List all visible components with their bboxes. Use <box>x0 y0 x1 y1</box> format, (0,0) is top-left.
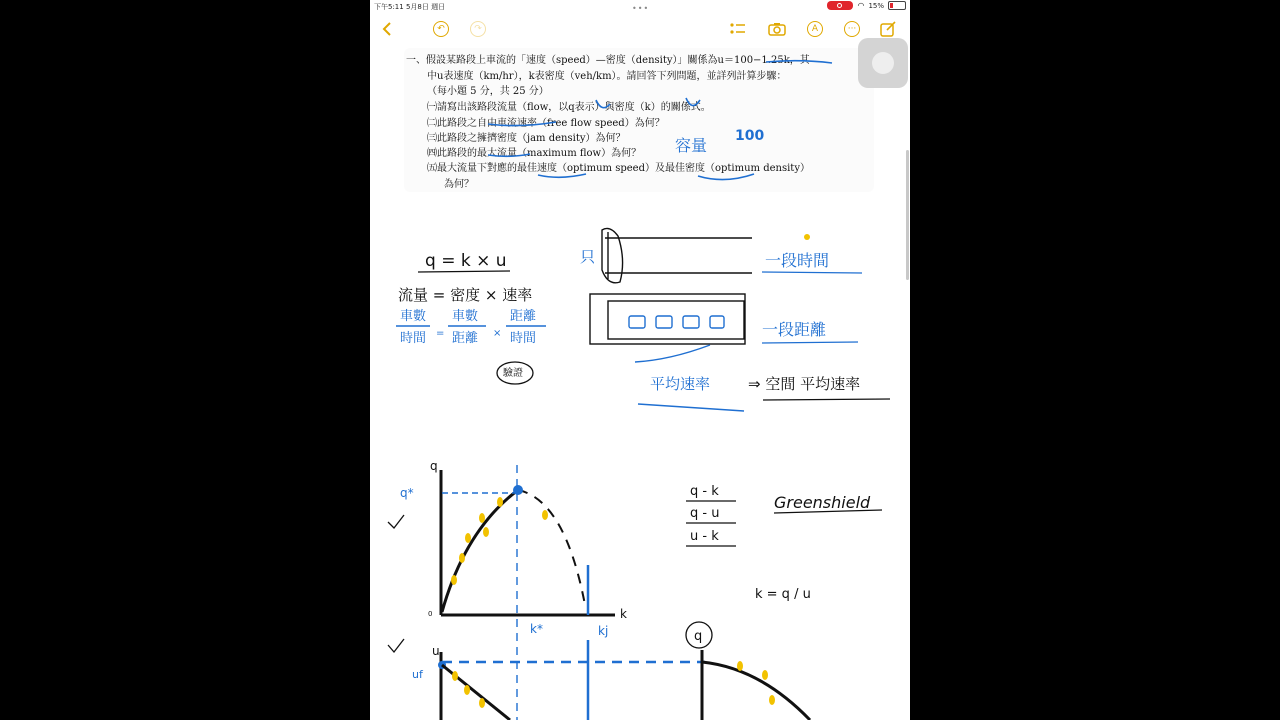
more-icon[interactable]: ··· <box>841 18 863 40</box>
note-one-period-distance: 一段距離 <box>762 320 827 339</box>
u-k-graph <box>388 639 705 720</box>
relation-u-k: u - k <box>690 529 719 544</box>
undo-icon[interactable]: ↶ <box>430 18 452 40</box>
question-sub-5b: 為何？ <box>444 179 474 190</box>
note-q-eq: q = k × u <box>425 251 507 271</box>
frac-mid-bottom: 距離 <box>452 331 479 346</box>
question-line-1: 一、假設某路段上車流的「速度（speed）—密度（density）」關係為u＝100−1.25k，其 <box>406 55 810 66</box>
multitask-dots-icon[interactable]: ••• <box>632 4 650 13</box>
notes-app-window <box>370 0 910 720</box>
handwritten-notes-canvas[interactable] <box>370 0 910 720</box>
status-time: 下午5:11 5月8日 週日 <box>374 3 446 11</box>
pen-markup-icon[interactable]: A <box>804 18 826 40</box>
redo-icon[interactable]: ↷ <box>467 18 489 40</box>
question-sub-5: ㈤最大流量下對應的最佳速度（optimum speed）及最佳密度（optimum density） <box>427 163 810 174</box>
q-star-label: q* <box>400 486 414 500</box>
battery-percent: 15% <box>868 1 884 10</box>
question-sub-2: ㈡此路段之自由車流速率（free flow speed）為何？ <box>427 118 665 129</box>
origin-label: 0 <box>428 610 433 618</box>
relation-q-u: q - u <box>690 506 720 521</box>
road-diagram <box>590 228 752 344</box>
note-capacity: 容量 <box>675 136 708 155</box>
question-line-3: （每小題 5 分，共 25 分） <box>427 86 549 97</box>
k-axis-label: k <box>620 607 627 621</box>
frac-left-bottom: 時間 <box>400 331 427 346</box>
note-greenshield: Greenshield <box>774 493 871 512</box>
q-u-graph <box>686 622 810 720</box>
note-hundred: 100 <box>735 128 765 144</box>
frac-right-top: 距離 <box>510 309 537 324</box>
k-star-label: k* <box>530 622 543 636</box>
uf-label: uf <box>412 668 423 681</box>
question-sub-4: ㈣此路段的最大流量（maximum flow）為何？ <box>427 148 642 159</box>
note-k-formula: k = q / u <box>755 587 811 602</box>
frac-left-top: 車數 <box>400 309 427 324</box>
q-axis-label: q <box>430 459 438 473</box>
svg-text:=: = <box>436 328 445 339</box>
question-sub-1: ㈠請寫出該路段流量（flow，以q表示）與密度（k）的關係式。 <box>427 102 711 113</box>
u-axis-label: u <box>432 644 440 658</box>
question-underlines <box>488 61 832 180</box>
question-line-2: 中u表速度（km/hr），k表密度（veh/km）。請回答下列問題，並詳列計算步驟： <box>427 71 787 82</box>
wifi-icon: ◠ <box>857 1 865 10</box>
q-k-graph <box>388 459 627 720</box>
note-avg-speed: 平均速率 <box>650 375 711 393</box>
frac-right-bottom: 時間 <box>510 331 537 346</box>
note-space-mean-speed: ⇒ 空間 平均速率 <box>748 375 861 393</box>
question-sub-3: ㈢此路段之擁擠密度（jam density）為何？ <box>427 133 626 144</box>
frac-mid-top: 車數 <box>452 309 479 324</box>
note-one-period-time: 一段時間 <box>765 251 830 270</box>
svg-text:只: 只 <box>580 248 596 266</box>
q-axis-label-2: q <box>694 629 703 644</box>
kj-label: kj <box>598 624 609 638</box>
note-flow-def: 流量 = 密度 × 速率 <box>398 286 533 304</box>
relation-q-k: q - k <box>690 484 719 499</box>
note-verify: 驗證 <box>503 368 523 379</box>
svg-text:×: × <box>493 328 502 339</box>
